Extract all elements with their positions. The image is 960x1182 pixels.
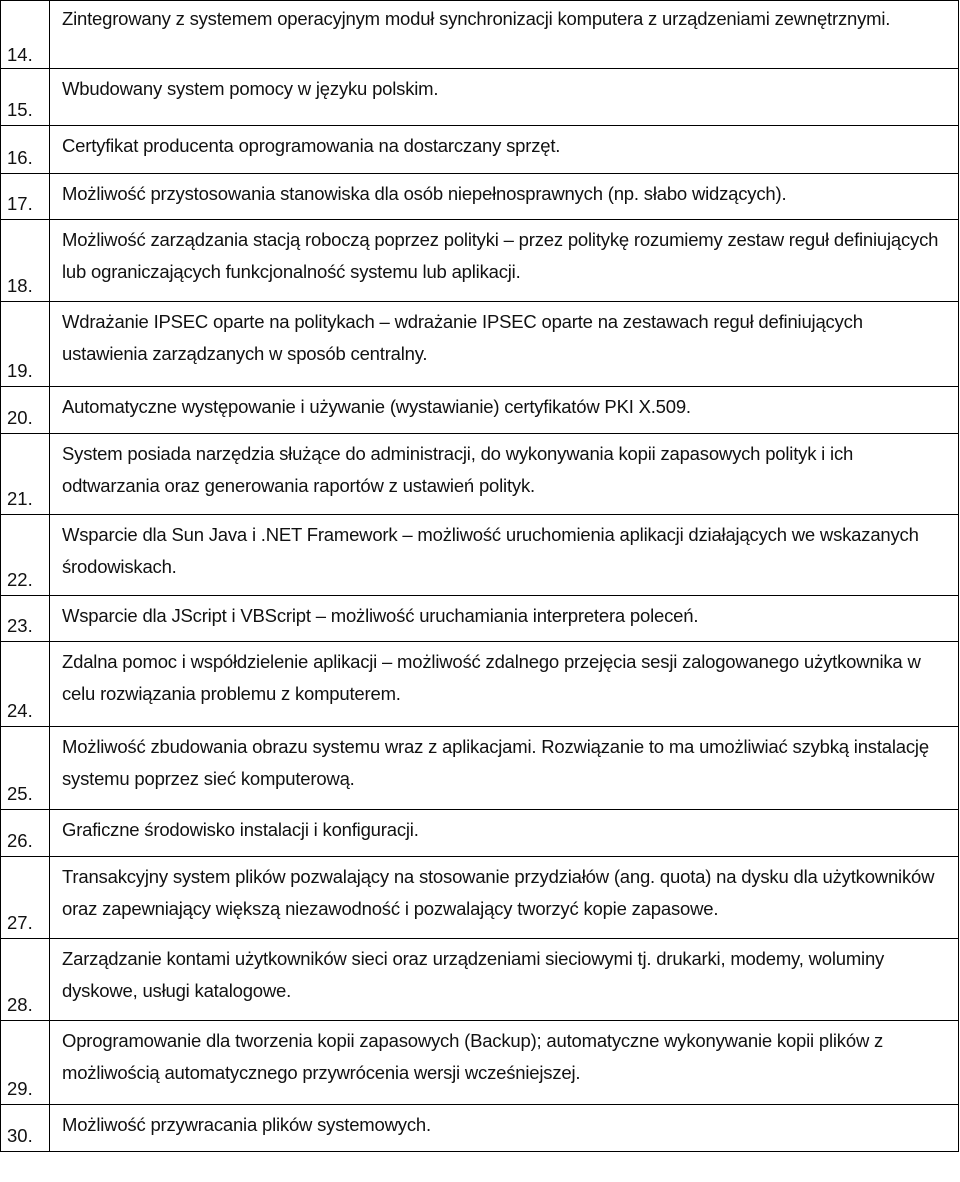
row-text: Certyfikat producenta oprogramowania na dostarczany sprzęt. [50,126,959,174]
row-text: Oprogramowanie dla tworzenia kopii zapasowych (Backup); automatyczne wykonywanie kopii plików z możliwością automatycznego przywrócenia wersji wcześniejszej. [50,1021,959,1105]
table-row [1,126,959,174]
row-text: Możliwość przywracania plików systemowych. [50,1105,959,1152]
table-row [1,515,959,596]
row-number: 17. [1,174,50,220]
row-number: 29. [1,1021,50,1105]
row-text: Wbudowany system pomocy w języku polskim. [50,69,959,126]
table-row [1,220,959,302]
row-number: 25. [1,727,50,810]
row-number: 20. [1,387,50,434]
row-text: Wsparcie dla Sun Java i .NET Framework – możliwość uruchomienia aplikacji działających we wskazanych środowiskach. [50,515,959,596]
table-row [1,1105,959,1152]
row-number: 16. [1,126,50,174]
table-row [1,1021,959,1105]
row-number: 26. [1,810,50,857]
table-row [1,810,959,857]
table-row [1,642,959,727]
table-row [1,302,959,387]
table-row [1,434,959,515]
row-number: 21. [1,434,50,515]
table-row [1,596,959,642]
row-text: Transakcyjny system plików pozwalający na stosowanie przydziałów (ang. quota) na dysku dla użytkowników oraz zapewniający większą niezawodność i pozwalający tworzyć kopie zapasowe. [50,857,959,939]
table-row [1,1,959,69]
table-row [1,174,959,220]
row-text: Możliwość przystosowania stanowiska dla osób niepełnosprawnych (np. słabo widzących). [50,174,959,220]
row-number: 23. [1,596,50,642]
row-number: 24. [1,642,50,727]
row-text: Zintegrowany z systemem operacyjnym moduł synchronizacji komputera z urządzeniami zewnętrznymi. [50,1,959,69]
row-text: Możliwość zarządzania stacją roboczą poprzez polityki – przez politykę rozumiemy zestaw reguł definiujących lub ograniczających funkcjonalność systemu lub aplikacji. [50,220,959,302]
table-row [1,939,959,1021]
row-number: 15. [1,69,50,126]
row-text: System posiada narzędzia służące do administracji, do wykonywania kopii zapasowych polityk i ich odtwarzania oraz generowania raportów z ustawień polityk. [50,434,959,515]
table-row [1,69,959,126]
row-text: Wsparcie dla JScript i VBScript – możliwość uruchamiania interpretera poleceń. [50,596,959,642]
row-number: 19. [1,302,50,387]
table-row [1,387,959,434]
row-text: Zarządzanie kontami użytkowników sieci oraz urządzeniami sieciowymi tj. drukarki, modemy, woluminy dyskowe, usługi katalogowe. [50,939,959,1021]
row-text: Graficzne środowisko instalacji i konfiguracji. [50,810,959,857]
row-text: Automatyczne występowanie i używanie (wystawianie) certyfikatów PKI X.509. [50,387,959,434]
row-number: 22. [1,515,50,596]
row-number: 14. [1,1,50,69]
table-row [1,727,959,810]
row-text: Zdalna pomoc i współdzielenie aplikacji – możliwość zdalnego przejęcia sesji zalogowanego użytkownika w celu rozwiązania problemu z komputerem. [50,642,959,727]
row-text: Możliwość zbudowania obrazu systemu wraz z aplikacjami. Rozwiązanie to ma umożliwiać szybką instalację systemu poprzez sieć komputerową. [50,727,959,810]
row-text: Wdrażanie IPSEC oparte na politykach – wdrażanie IPSEC oparte na zestawach reguł definiujących ustawienia zarządzanych w sposób centralny. [50,302,959,387]
row-number: 28. [1,939,50,1021]
row-number: 27. [1,857,50,939]
row-number: 30. [1,1105,50,1152]
row-number: 18. [1,220,50,302]
table-row [1,857,959,939]
